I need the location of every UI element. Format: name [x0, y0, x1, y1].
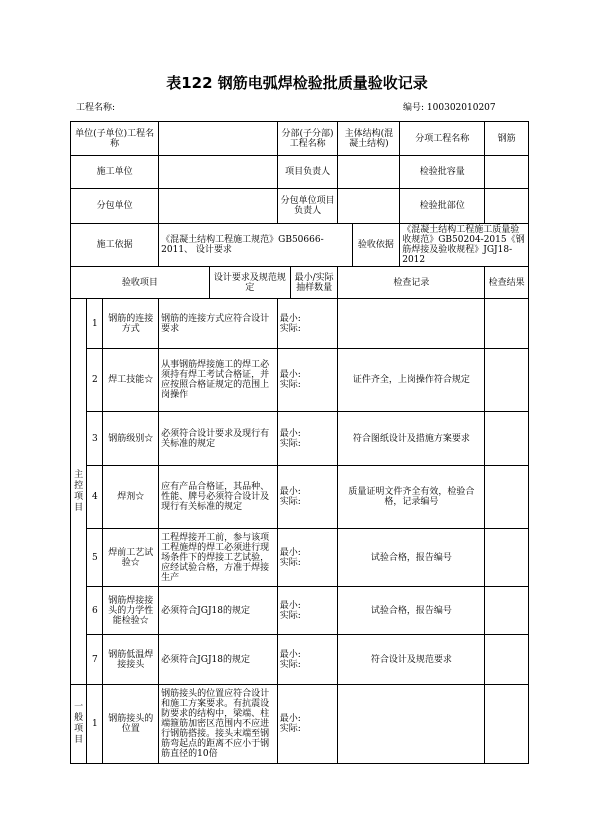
item-sample[interactable] [277, 587, 338, 635]
sample-min-label: 最小: [279, 714, 301, 724]
project-manager-label: 项目负责人 [277, 156, 338, 189]
col-item-header: 验收项目 [71, 267, 210, 299]
sub-manager-value[interactable] [338, 189, 400, 224]
item-record[interactable]: 质量证明文件齐全有效，检验合格，记录编号 [338, 466, 485, 529]
sample-actual-label: 实际: [279, 659, 301, 670]
sample-min-label: 最小: [279, 313, 301, 324]
item-result[interactable] [485, 299, 529, 349]
sub-manager-label: 分包单位项目负责人 [277, 189, 338, 224]
item-number: 1 [87, 299, 103, 349]
batch-capacity-value[interactable] [485, 156, 529, 189]
item-sample[interactable] [277, 299, 338, 349]
unit-label: 单位(子单位)工程名称 [71, 122, 159, 156]
item-requirement: 必须符合JGJ18的规定 [159, 587, 278, 635]
table-row [71, 466, 529, 529]
item-sample[interactable] [277, 635, 338, 685]
item-sample[interactable] [277, 685, 338, 764]
batch-location-label: 检验批部位 [400, 189, 485, 224]
acceptance-basis-value: 《混凝土结构工程施工质量验收规范》GB50204-2015《钢筋焊接及验收规程》JGJ18-2012 [400, 224, 529, 267]
item-name: 焊前工艺试验☆ [103, 529, 159, 587]
batch-capacity-label: 检验批容量 [400, 156, 485, 189]
item-name: 钢筋级别☆ [103, 412, 159, 466]
sample-actual-label: 实际: [279, 610, 301, 621]
sample-min-label: 最小: [279, 649, 301, 660]
sample-actual-label: 实际: [279, 438, 301, 449]
sample-actual-label: 实际: [279, 323, 301, 334]
project-manager-value[interactable] [338, 156, 400, 189]
item-record[interactable]: 试验合格，报告编号 [338, 587, 485, 635]
item-result[interactable] [485, 466, 529, 529]
subitem-value: 钢筋 [485, 122, 529, 156]
item-requirement: 应有产品合格证，其品种、性能、牌号必须符合设计及现行有关标准的规定 [159, 466, 278, 529]
code-field [403, 100, 496, 113]
item-name: 焊工技能☆ [103, 349, 159, 412]
sample-min-label: 最小: [279, 370, 301, 380]
acceptance-basis-label: 验收依据 [352, 224, 400, 267]
col-requirement-header: 设计要求及规范规定 [209, 267, 290, 299]
item-number: 1 [87, 685, 103, 764]
table-row [71, 349, 529, 412]
item-name: 钢筋焊接接头的力学性能检验☆ [103, 587, 159, 635]
batch-location-value[interactable] [485, 189, 529, 224]
basis-value: 《混凝土结构工程施工规范》GB50666-2011、 设计要求 [159, 224, 352, 267]
item-requirement: 钢筋的连接方式应符合设计要求 [159, 299, 278, 349]
item-record[interactable]: 符合设计及规范要求 [338, 635, 485, 685]
item-record[interactable]: 试验合格，报告编号 [338, 529, 485, 587]
item-result[interactable] [485, 635, 529, 685]
col-record-header: 检查记录 [338, 267, 485, 299]
item-result[interactable] [485, 685, 529, 764]
subcontractor-label: 分包单位 [71, 189, 159, 224]
item-result[interactable] [485, 349, 529, 412]
item-requirement: 必须符合设计要求及现行有关标准的规定 [159, 412, 278, 466]
item-record[interactable] [338, 299, 485, 349]
main-group-label [71, 299, 87, 685]
main-group-label-text: 主控项目 [74, 469, 84, 513]
subcontractor-value[interactable] [159, 189, 278, 224]
subdivision-label: 分部(子分部)工程名称 [277, 122, 338, 156]
table-row [71, 587, 529, 635]
item-number: 4 [87, 466, 103, 529]
item-number: 5 [87, 529, 103, 587]
code-value: 100302010207 [426, 103, 496, 113]
construction-unit-value[interactable] [159, 156, 278, 189]
item-result[interactable] [485, 412, 529, 466]
item-record[interactable]: 证件齐全，上岗操作符合规定 [338, 349, 485, 412]
project-name-label: 工程名称: [76, 103, 116, 113]
item-number: 6 [87, 587, 103, 635]
table-row [71, 412, 529, 466]
general-group-label [71, 685, 87, 764]
code-label: 编号: [403, 103, 425, 113]
item-name: 钢筋的连接方式 [103, 299, 159, 349]
sample-min-label: 最小: [279, 487, 301, 497]
item-name: 焊剂☆ [103, 466, 159, 529]
col-result-header: 检查结果 [485, 267, 529, 299]
item-result[interactable] [485, 587, 529, 635]
item-name: 钢筋接头的位置 [103, 685, 159, 764]
inspection-table [70, 121, 529, 764]
item-number: 3 [87, 412, 103, 466]
item-sample[interactable] [277, 349, 338, 412]
subitem-label: 分项工程名称 [400, 122, 485, 156]
sample-min-label: 最小: [279, 600, 301, 611]
item-number: 2 [87, 349, 103, 412]
sample-actual-label: 实际: [279, 380, 301, 390]
basis-label: 施工依据 [71, 224, 159, 267]
item-requirement: 钢筋接头的位置应符合设计和施工方案要求。有抗震设防要求的结构中，梁端、柱端箍筋加密区范围内不应进行钢筋搭接。接头末端至钢筋弯起点的距离不应小于钢筋直径的10倍 [159, 685, 278, 764]
item-sample[interactable] [277, 529, 338, 587]
item-sample[interactable] [277, 412, 338, 466]
item-name: 钢筋低温焊接接头 [103, 635, 159, 685]
item-record[interactable]: 符合图纸设计及措施方案要求 [338, 412, 485, 466]
table-row [71, 529, 529, 587]
subdivision-value: 主体结构(混凝土结构) [338, 122, 400, 156]
construction-unit-label: 施工单位 [71, 156, 159, 189]
col-sample-header: 最小/实际抽样数量 [290, 267, 338, 299]
item-requirement: 必须符合JGJ18的规定 [159, 635, 278, 685]
unit-value[interactable] [159, 122, 278, 156]
table-row [71, 299, 529, 349]
table-row [71, 685, 529, 764]
item-requirement: 工程焊接开工前，参与该项工程施焊的焊工必须进行现场条件下的焊接工艺试验，应经试验合格，方准于焊接生产 [159, 529, 278, 587]
item-number: 7 [87, 635, 103, 685]
item-sample[interactable] [277, 466, 338, 529]
sample-actual-label: 实际: [279, 724, 301, 734]
sample-actual-label: 实际: [279, 557, 301, 568]
item-record[interactable] [338, 685, 485, 764]
page-title: 表122 钢筋电弧焊检验批质量验收记录 [166, 74, 428, 92]
general-group-label-text: 一般项目 [74, 702, 84, 745]
table-row [71, 635, 529, 685]
item-requirement: 从事钢筋焊接施工的焊工必须持有焊工考试合格证，并应按照合格证规定的范围上岗操作 [159, 349, 278, 412]
item-result[interactable] [485, 529, 529, 587]
sample-min-label: 最小: [279, 428, 301, 439]
sample-min-label: 最小: [279, 547, 301, 558]
sample-actual-label: 实际: [279, 497, 301, 507]
